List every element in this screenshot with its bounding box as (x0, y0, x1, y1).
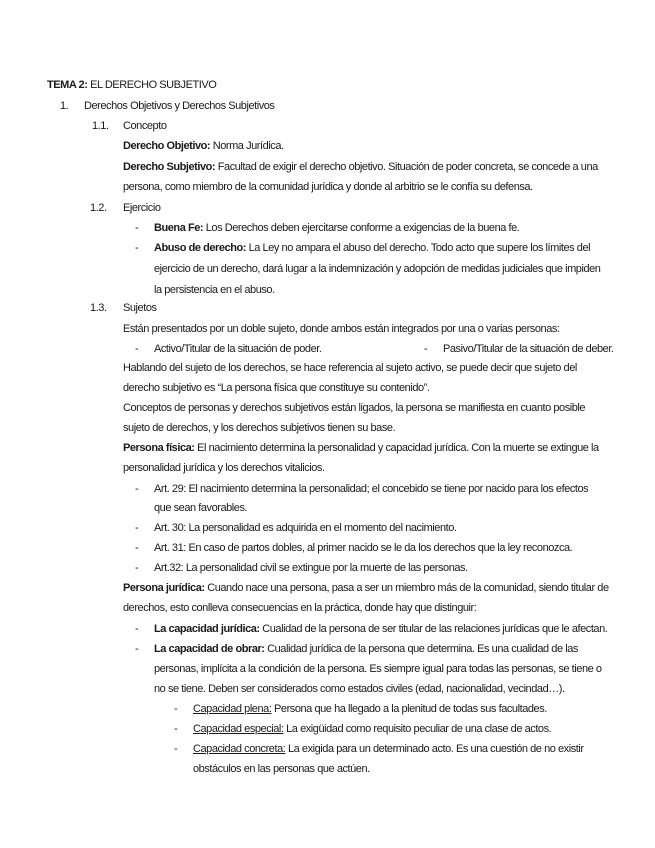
sujeto-pasivo-item: Pasivo/Titular de la situación de deber. (443, 343, 614, 355)
def-derecho-subjetivo: Derecho Subjetivo: Facultad de exigir el derecho objetivo. Situación de poder concreta, se concede a una (123, 161, 598, 173)
capacidad-plena-item: Capacidad plena: Persona que ha llegado a la plenitud de todas sus facultades. (193, 703, 547, 715)
abuso-derecho-cont-2: la persistencia en el abuso. (154, 284, 275, 296)
title-label: TEMA 2: (47, 79, 88, 91)
conceptos-line-1: Conceptos de personas y derechos subjetivos están ligados, la persona se manifiesta en cuanto posible (123, 402, 586, 414)
bullet: - (135, 483, 139, 495)
capacidad-especial-item: Capacidad especial: La exigüidad como requisito peculiar de una clase de actos. (193, 723, 552, 735)
bullet: - (135, 643, 139, 655)
bullet: - (135, 242, 139, 254)
document-title (47, 78, 216, 92)
def-derecho-objetivo: Derecho Objetivo: Norma Jurídica. (123, 140, 284, 152)
subsection-1-3-number: 1.3. (90, 302, 107, 314)
subsection-1-2-heading: Ejercicio (123, 202, 161, 214)
capacidad-juridica-item: La capacidad jurídica: Cualidad de la persona de ser titular de las relaciones jurídicas que le afectan. (154, 623, 608, 635)
abuso-derecho-item: Abuso de derecho: La Ley no ampara el abuso del derecho. Todo acto que supere los límites del (154, 242, 591, 254)
sujetos-intro: Están presentados por un doble sujeto, donde ambos están integrados por una o varias personas: (123, 323, 560, 335)
capacidad-concreta-cont: obstáculos en las personas que actúen. (193, 763, 370, 775)
subsection-1-3-heading: Sujetos (123, 302, 157, 314)
capacidad-obrar-item: La capacidad de obrar: Cualidad jurídica de la persona que determina. Es una cualidad de las (154, 643, 578, 655)
persona-fisica-def-cont: personalidad jurídica y los derechos vitalicios. (123, 462, 325, 474)
bullet: - (135, 222, 139, 234)
capacidad-obrar-cont-2: no se tiene. Deben ser considerados como estados civiles (edad, nacionalidad, vecindad…). (154, 683, 565, 695)
hablando-line-2: derecho subjetivo es “La persona física que constituye su contenido”. (123, 382, 430, 394)
section-1-heading: Derechos Objetivos y Derechos Subjetivos (84, 100, 275, 112)
subsection-1-2-number: 1.2. (90, 202, 107, 214)
bullet: - (135, 623, 139, 635)
conceptos-line-2: sujeto de derechos, y los derechos subjetivos tienen su base. (123, 422, 396, 434)
bullet: - (174, 703, 178, 715)
bullet: - (135, 542, 139, 554)
bullet: - (174, 723, 178, 735)
sujeto-activo-item: Activo/Titular de la situación de poder. (154, 343, 322, 355)
persona-fisica-def: Persona física: El nacimiento determina la personalidad y capacidad jurídica. Con la muerte se extingue la (123, 442, 599, 454)
capacidad-concreta-item: Capacidad concreta: La exigida para un determinado acto. Es una cuestión de no existir (193, 743, 584, 755)
persona-juridica-def-cont: derechos, esto conlleva consecuencias en la práctica, donde hay que distinguir: (123, 602, 477, 614)
abuso-derecho-cont-1: ejercicio de un derecho, dará lugar a la indemnización y adopción de medidas judiciales que impiden (154, 263, 601, 275)
subsection-1-1-heading: Concepto (123, 120, 167, 132)
bullet: - (135, 343, 139, 355)
art-29-item: Art. 29: El nacimiento determina la personalidad; el concebido se tiene por nacido para los efectos (154, 483, 589, 495)
title-text: EL DERECHO SUBJETIVO (90, 79, 217, 91)
art-32-item: Art.32: La personalidad civil se extingue por la muerte de las personas. (154, 562, 468, 574)
def-derecho-subjetivo-cont: persona, como miembro de la comunidad jurídica y donde al arbitrio se le confía su defensa. (123, 181, 533, 193)
bullet: - (135, 522, 139, 534)
buena-fe-item: Buena Fe: Los Derechos deben ejercitarse conforme a exigencias de la buena fe. (154, 222, 520, 234)
art-31-item: Art. 31: En caso de partos dobles, al primer nacido se le da los derechos que la ley reconozca. (154, 542, 573, 554)
capacidad-obrar-cont-1: personas, implícita a la condición de la persona. Es siempre igual para todas las personas, se tiene o (154, 663, 602, 675)
art-30-item: Art. 30: La personalidad es adquirida en el momento del nacimiento. (154, 522, 457, 534)
hablando-line-1: Hablando del sujeto de los derechos, se hace referencia al sujeto activo, se puede decir que sujeto del (123, 362, 577, 374)
bullet: - (135, 562, 139, 574)
section-1-number: 1. (60, 100, 69, 112)
subsection-1-1-number: 1.1. (92, 120, 109, 132)
bullet: - (174, 743, 178, 755)
persona-juridica-def: Persona jurídica: Cuando nace una persona, pasa a ser un miembro más de la comunidad, siendo titular de (123, 582, 609, 594)
bullet: - (424, 343, 428, 355)
art-29-item-cont: que sean favorables. (154, 502, 248, 514)
